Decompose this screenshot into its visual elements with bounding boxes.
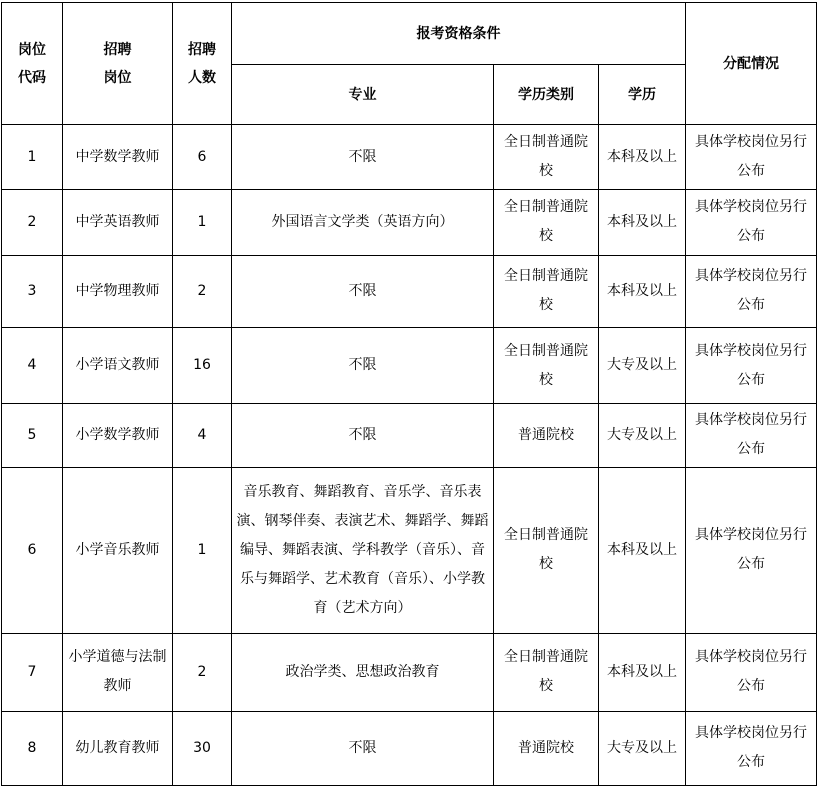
cell-code: 2 bbox=[2, 190, 63, 255]
table-row bbox=[2, 711, 817, 785]
cell-degree-type: 全日制普通院校 bbox=[494, 255, 599, 327]
cell-code: 6 bbox=[2, 467, 63, 634]
cell-position-title: 小学数学教师 bbox=[63, 404, 173, 467]
cell-degree: 大专及以上 bbox=[599, 327, 686, 403]
cell-degree: 大专及以上 bbox=[599, 711, 686, 785]
table-row bbox=[2, 190, 817, 255]
table-row bbox=[2, 404, 817, 467]
cell-hire-count: 16 bbox=[173, 327, 232, 403]
cell-position-title: 小学语文教师 bbox=[63, 327, 173, 403]
cell-hire-count: 30 bbox=[173, 711, 232, 785]
cell-code: 4 bbox=[2, 327, 63, 403]
table-row bbox=[2, 467, 817, 634]
cell-assignment: 具体学校岗位另行公布 bbox=[686, 125, 817, 190]
cell-degree-type: 普通院校 bbox=[494, 711, 599, 785]
header-hire-count: 招聘 人数 bbox=[173, 3, 232, 125]
cell-degree-type: 全日制普通院校 bbox=[494, 634, 599, 711]
cell-degree: 本科及以上 bbox=[599, 190, 686, 255]
cell-degree: 大专及以上 bbox=[599, 404, 686, 467]
cell-hire-count: 2 bbox=[173, 634, 232, 711]
cell-position-title: 中学物理教师 bbox=[63, 255, 173, 327]
cell-hire-count: 4 bbox=[173, 404, 232, 467]
table-row bbox=[2, 125, 817, 190]
cell-major: 不限 bbox=[232, 404, 494, 467]
cell-code: 7 bbox=[2, 634, 63, 711]
cell-assignment: 具体学校岗位另行公布 bbox=[686, 711, 817, 785]
header-degree-type: 学历类别 bbox=[494, 65, 599, 125]
cell-degree-type: 全日制普通院校 bbox=[494, 467, 599, 634]
cell-assignment: 具体学校岗位另行公布 bbox=[686, 255, 817, 327]
cell-degree: 本科及以上 bbox=[599, 467, 686, 634]
cell-position-title: 中学英语教师 bbox=[63, 190, 173, 255]
cell-code: 8 bbox=[2, 711, 63, 785]
header-position-code: 岗位 代码 bbox=[2, 3, 63, 125]
cell-assignment: 具体学校岗位另行公布 bbox=[686, 404, 817, 467]
recruitment-table bbox=[1, 2, 817, 786]
table-row bbox=[2, 327, 817, 403]
cell-assignment: 具体学校岗位另行公布 bbox=[686, 467, 817, 634]
cell-major: 不限 bbox=[232, 327, 494, 403]
table-row bbox=[2, 255, 817, 327]
header-degree: 学历 bbox=[599, 65, 686, 125]
cell-code: 1 bbox=[2, 125, 63, 190]
cell-hire-count: 1 bbox=[173, 190, 232, 255]
cell-position-title: 中学数学教师 bbox=[63, 125, 173, 190]
cell-degree: 本科及以上 bbox=[599, 634, 686, 711]
cell-degree: 本科及以上 bbox=[599, 255, 686, 327]
cell-hire-count: 6 bbox=[173, 125, 232, 190]
cell-hire-count: 2 bbox=[173, 255, 232, 327]
cell-degree: 本科及以上 bbox=[599, 125, 686, 190]
cell-assignment: 具体学校岗位另行公布 bbox=[686, 190, 817, 255]
cell-major: 不限 bbox=[232, 125, 494, 190]
header-qualification: 报考资格条件 bbox=[232, 3, 686, 65]
cell-code: 3 bbox=[2, 255, 63, 327]
cell-major: 音乐教育、舞蹈教育、音乐学、音乐表演、钢琴伴奏、表演艺术、舞蹈学、舞蹈编导、舞蹈表演、学科教学（音乐）、音乐与舞蹈学、艺术教育（音乐）、小学教育（艺术方向） bbox=[232, 467, 494, 634]
cell-major: 不限 bbox=[232, 255, 494, 327]
cell-hire-count: 1 bbox=[173, 467, 232, 634]
cell-position-title: 幼儿教育教师 bbox=[63, 711, 173, 785]
cell-assignment: 具体学校岗位另行公布 bbox=[686, 327, 817, 403]
cell-degree-type: 全日制普通院校 bbox=[494, 125, 599, 190]
header-major: 专业 bbox=[232, 65, 494, 125]
cell-degree-type: 普通院校 bbox=[494, 404, 599, 467]
cell-degree-type: 全日制普通院校 bbox=[494, 327, 599, 403]
cell-assignment: 具体学校岗位另行公布 bbox=[686, 634, 817, 711]
cell-degree-type: 全日制普通院校 bbox=[494, 190, 599, 255]
cell-position-title: 小学道德与法制教师 bbox=[63, 634, 173, 711]
cell-position-title: 小学音乐教师 bbox=[63, 467, 173, 634]
header-assignment: 分配情况 bbox=[686, 3, 817, 125]
header-position-title: 招聘 岗位 bbox=[63, 3, 173, 125]
cell-major: 不限 bbox=[232, 711, 494, 785]
cell-major: 外国语言文学类（英语方向） bbox=[232, 190, 494, 255]
cell-code: 5 bbox=[2, 404, 63, 467]
cell-major: 政治学类、思想政治教育 bbox=[232, 634, 494, 711]
table-row bbox=[2, 634, 817, 711]
